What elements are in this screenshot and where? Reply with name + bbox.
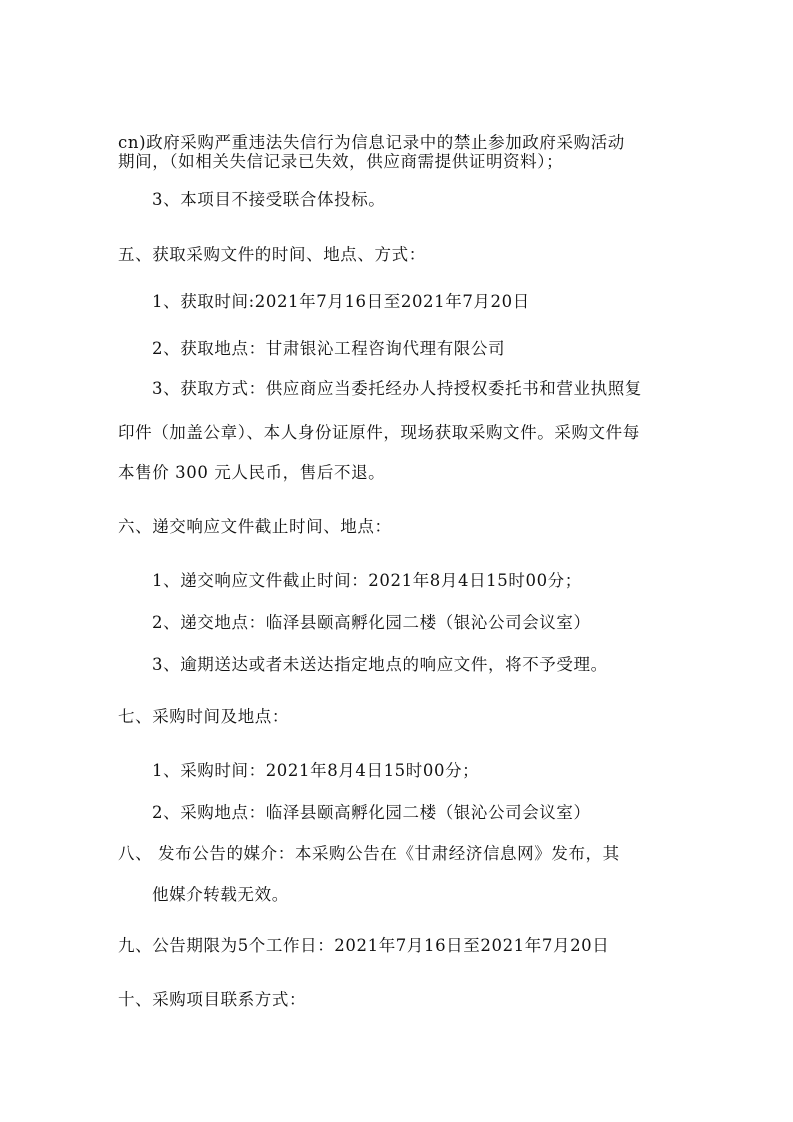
text-line-11: 1、递交响应文件截止时间：2021年8月4日15时00分；	[152, 571, 582, 590]
text-line-18: 他媒介转载无效。	[152, 885, 289, 904]
section-heading-8: 八、 发布公告的媒介：本采购公告在《甘肃经济信息网》发布，其	[118, 844, 620, 863]
text-line-13: 3、逾期送达或者未送达指定地点的响应文件，将不予受理。	[152, 655, 608, 674]
text-line-6: 2、获取地点：甘肃银沁工程咨询代理有限公司	[152, 339, 506, 358]
text-line-1: cn)政府采购严重违法失信行为信息记录中的禁止参加政府采购活动	[118, 133, 625, 152]
text-line-16: 2、采购地点：临泽县颐高孵化园二楼（银沁公司会议室）	[152, 803, 591, 822]
text-line-8: 印件（加盖公章）、本人身份证原件，现场获取采购文件。采购文件每	[118, 423, 640, 442]
section-heading-10: 十、采购项目联系方式：	[118, 990, 307, 1009]
text-line-9: 本售价 300 元人民币，售后不退。	[118, 463, 386, 482]
section-heading-7: 七、采购时间及地点：	[118, 707, 289, 726]
text-line-5: 1、获取时间:2021年7月16日至2021年7月20日	[152, 292, 530, 311]
section-heading-5: 五、获取采购文件的时间、地点、方式：	[118, 245, 426, 264]
text-line-15: 1、采购时间：2021年8月4日15时00分；	[152, 761, 480, 780]
text-line-2: 期间，（如相关失信记录已失效，供应商需提供证明资料）；	[118, 152, 564, 171]
section-heading-9: 九、公告期限为5个工作日：2021年7月16日至2021年7月20日	[118, 936, 610, 955]
section-heading-6: 六、递交响应文件截止时间、地点：	[118, 517, 392, 536]
text-line-7: 3、获取方式：供应商应当委托经办人持授权委托书和营业执照复	[152, 379, 642, 398]
text-line-3: 3、本项目不接受联合体投标。	[152, 190, 386, 209]
text-line-12: 2、递交地点：临泽县颐高孵化园二楼（银沁公司会议室）	[152, 613, 591, 632]
